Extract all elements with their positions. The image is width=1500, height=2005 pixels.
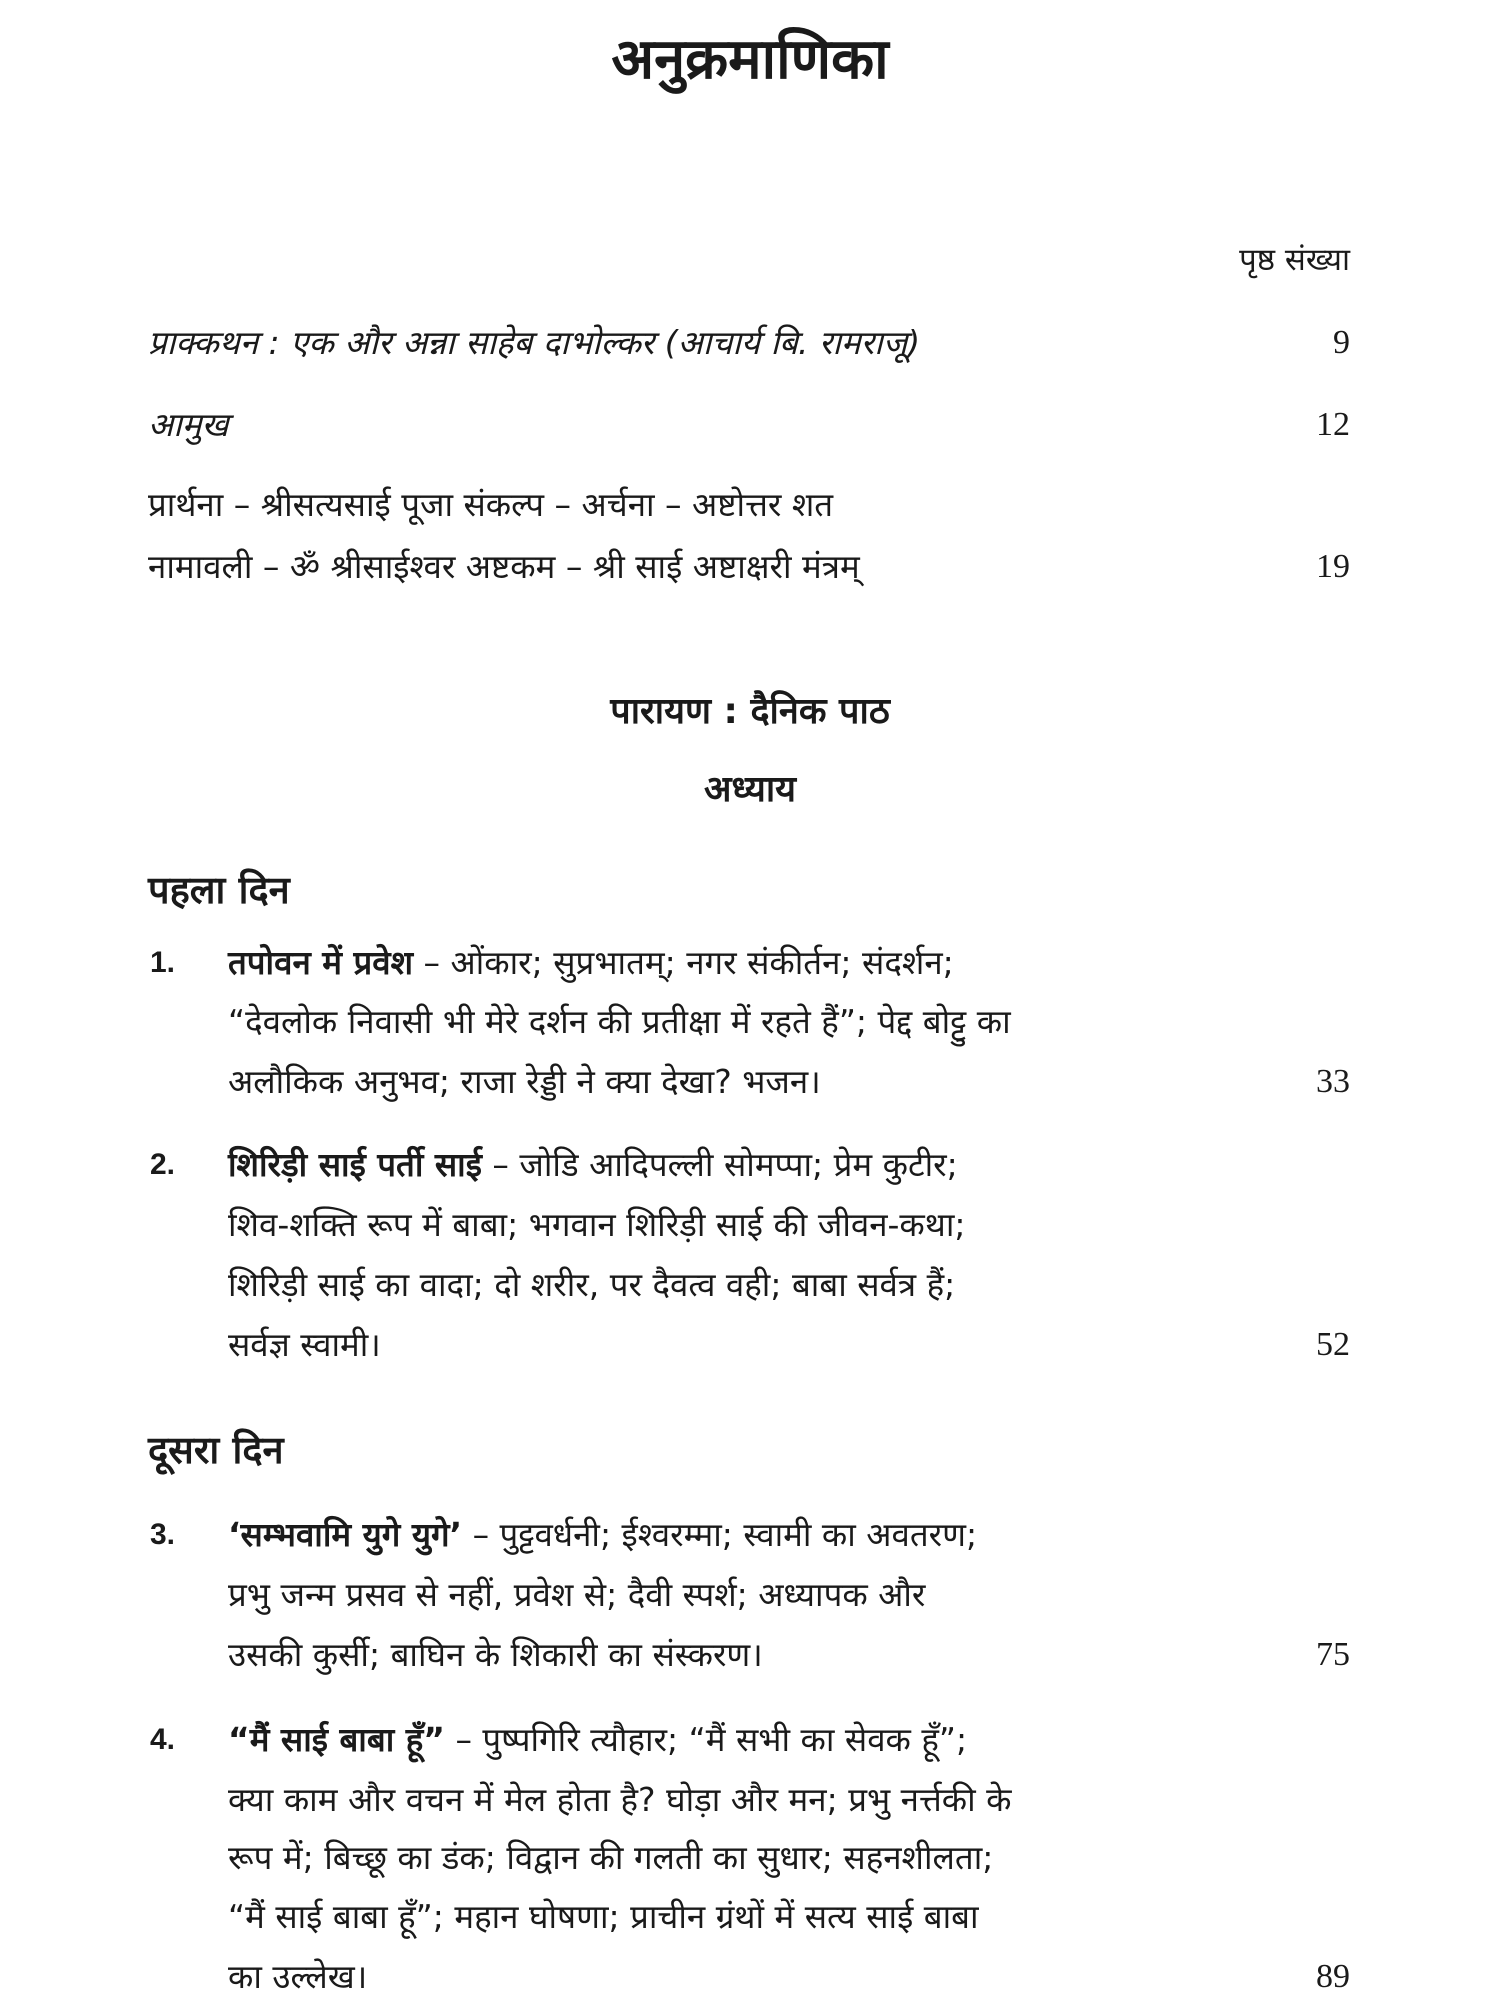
page-number-header: पृष्ठ संख्या xyxy=(1239,242,1350,278)
chapter-line xyxy=(228,1507,977,1563)
chapter-line: रूप में; बिच्छू का डंक; विद्वान की गलती का सुधार; सहनशीलता; xyxy=(228,1838,994,1877)
page-number: 75 xyxy=(1316,1636,1350,1673)
chapter-line: शिरिड़ी साई का वादा; दो शरीर, पर दैवत्व वही; बाबा सर्वत्र हैं; xyxy=(228,1265,956,1304)
entry-text: प्राक्कथन : एक और अन्ना साहेब दाभोल्कर (आचार्य बि. रामराजू) xyxy=(148,323,921,362)
day-heading: पहला दिन xyxy=(148,868,290,912)
page-number: 19 xyxy=(1316,548,1350,585)
chapter-line xyxy=(228,1712,967,1768)
chapter-line: क्या काम और वचन में मेल होता है? घोड़ा और मन; प्रभु नर्त्तकी के xyxy=(228,1780,1012,1819)
chapter-line xyxy=(228,1137,958,1193)
chapter-number: 1. xyxy=(150,946,176,979)
section-heading: पारायण : दैनिक पाठ xyxy=(610,691,890,732)
chapter-number: 3. xyxy=(150,1518,176,1551)
chapter-topics: – पुष्पगिरि त्यौहार; “मैं सभी का सेवक हूँ”; xyxy=(444,1720,968,1759)
chapter-line: उसकी कुर्सी; बाघिन के शिकारी का संस्करण। xyxy=(228,1635,763,1674)
page-number: 52 xyxy=(1316,1326,1350,1363)
page-number: 33 xyxy=(1316,1063,1350,1100)
chapter-number: 4. xyxy=(150,1723,176,1756)
chapter-topics: – जोडि आदिपल्ली सोमप्पा; प्रेम कुटीर; xyxy=(481,1145,958,1184)
entry-text: आमुख xyxy=(148,405,229,444)
chapter-line: का उल्लेख। xyxy=(228,1957,368,1996)
chapter-topics: – पुट्टवर्धनी; ईश्वरम्मा; स्वामी का अवतरण; xyxy=(462,1515,978,1554)
chapter-line: शिव-शक्ति रूप में बाबा; भगवान शिरिड़ी साई की जीवन-कथा; xyxy=(228,1205,966,1244)
chapter-line xyxy=(228,935,954,991)
page-number: 89 xyxy=(1316,1958,1350,1995)
page-number: 9 xyxy=(1333,324,1350,361)
chapter-line: अलौकिक अनुभव; राजा रेड्डी ने क्या देखा? भजन। xyxy=(228,1062,821,1101)
chapter-topics: – ओंकार; सुप्रभातम्; नगर संकीर्तन; संदर्शन; xyxy=(413,943,954,982)
chapter-line: सर्वज्ञ स्वामी। xyxy=(228,1325,381,1364)
section-subheading: अध्याय xyxy=(703,769,797,810)
chapter-title: तपोवन में प्रवेश xyxy=(228,943,414,982)
chapter-title: “मैं साई बाबा हूँ” xyxy=(228,1720,445,1759)
entry-text: नामावली – ॐ श्रीसाईश्वर अष्टकम – श्री साई अष्टाक्षरी मंत्रम् xyxy=(148,547,860,586)
entry-text: प्रार्थना – श्रीसत्यसाई पूजा संकल्प – अर्चना – अष्टोत्तर शत xyxy=(148,485,834,524)
chapter-line: “देवलोक निवासी भी मेरे दर्शन की प्रतीक्षा में रहते हैं”; पेद्द बोट्टु का xyxy=(228,1002,1011,1041)
chapter-title: ‘सम्भवामि युगे युगे’ xyxy=(228,1515,463,1554)
chapter-line: “मैं साई बाबा हूँ”; महान घोषणा; प्राचीन ग्रंथों में सत्य साई बाबा xyxy=(228,1897,979,1936)
page-title: अनुक्रमाणिका xyxy=(611,27,889,92)
day-heading: दूसरा दिन xyxy=(148,1428,284,1472)
page-number: 12 xyxy=(1316,406,1350,443)
chapter-number: 2. xyxy=(150,1148,176,1181)
chapter-title: शिरिड़ी साई पर्ती साई xyxy=(228,1145,482,1184)
chapter-line: प्रभु जन्म प्रसव से नहीं, प्रवेश से; दैवी स्पर्श; अध्यापक और xyxy=(228,1575,926,1614)
